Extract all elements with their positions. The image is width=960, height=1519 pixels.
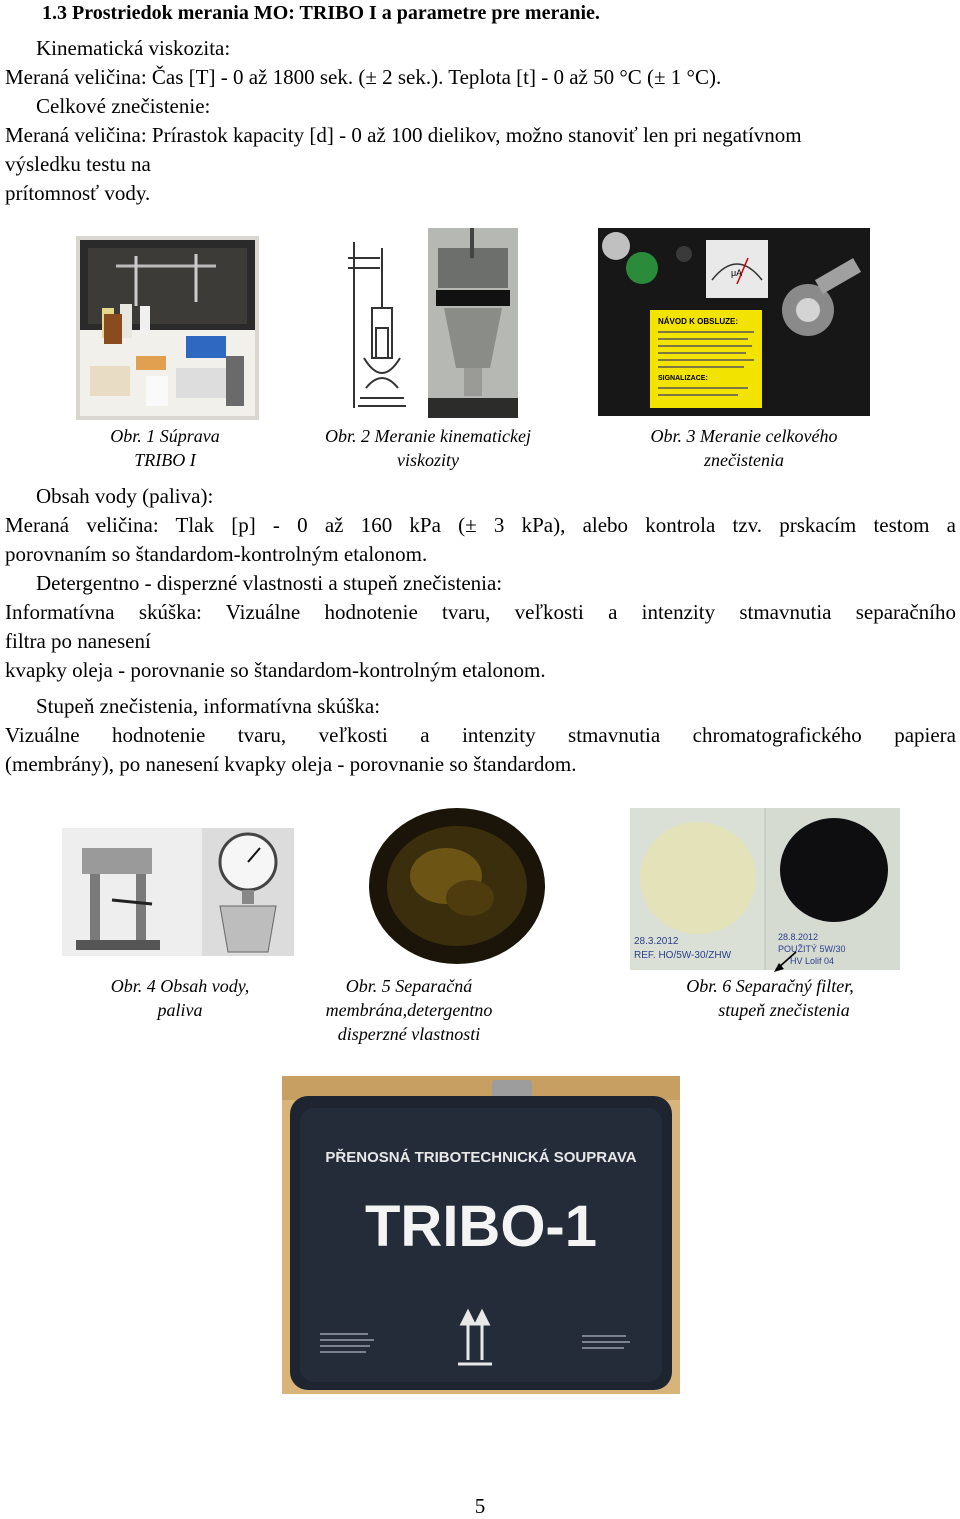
signal-title-label: SIGNALIZACE:: [658, 375, 708, 382]
caption-fig1-line2: TRIBO I: [134, 450, 196, 470]
caption-fig5-line2: membrána,detergentno: [325, 1000, 493, 1020]
photo-tribo-kit: [76, 236, 259, 420]
filter-left-date: 28.3.2012: [634, 936, 679, 947]
section-degree-text-2: (membrány), po nanesení kvapky oleja - porovnanie so štandardom.: [5, 752, 577, 776]
section-degree-title: Stupeň znečistenia, informatívna skúška:: [36, 694, 381, 718]
caption-fig5-line3: disperzné vlastnosti: [337, 1024, 481, 1044]
caption-fig3-line1: Obr. 3 Meranie celkového: [650, 426, 838, 446]
caption-fig2-line1: Obr. 2 Meranie kinematickej: [325, 426, 531, 446]
section-kinematic-text: Meraná veličina: Čas [T] - 0 až 1800 sek. (± 2 sek.). Teplota [t] - 0 až 50 °C (± 1 °C).: [5, 65, 722, 89]
tribo-kit-image: [76, 236, 259, 420]
section-detergent-text-2: filtra po nanesení: [5, 629, 151, 653]
section-detergent-title: Detergentno - disperzné vlastnosti a stupeň znečistenia:: [36, 571, 503, 595]
caption-fig5: [298, 974, 520, 1046]
section-contamination-title: Celkové znečistenie:: [36, 94, 211, 118]
manual-title-label: NÁVOD K OBSLUZE:: [658, 317, 738, 326]
photo-tribo-case: [282, 1076, 680, 1394]
section-water-text-2: porovnaním so štandardom-kontrolným etalonom.: [5, 542, 428, 566]
membrane-image: [366, 806, 548, 966]
section-detergent-text-1: Informatívna skúška: Vizuálne hodnotenie tvaru, veľkosti a intenzity stmavnutia separačního: [5, 600, 956, 624]
filter-right-used: POUŽITÝ 5W/30: [778, 944, 846, 954]
section-contamination-text-3: prítomnosť vody.: [5, 181, 151, 205]
caption-fig3: [612, 424, 876, 472]
caption-fig3-line2: znečistenia: [704, 450, 784, 470]
photo-separation-filter: [630, 808, 900, 970]
filter-arrow-icon: [770, 950, 800, 976]
caption-fig2: [292, 424, 564, 472]
caption-fig4: [86, 974, 274, 1022]
section-kinematic-title: Kinematická viskozita:: [36, 36, 231, 60]
section-water-text-1: Meraná veličina: Tlak [p] - 0 až 160 kPa (± 3 kPa), alebo kontrola tzv. prskacím testom a: [5, 513, 956, 537]
filter-right-code: HV Lolif 04: [790, 956, 835, 966]
caption-fig5-line1: Obr. 5 Separačná: [345, 976, 473, 996]
caption-fig4-line1: Obr. 4 Obsah vody,: [110, 976, 250, 996]
photo-contamination-device: [598, 228, 870, 416]
case-logo-label: TRIBO-1: [365, 1194, 597, 1259]
caption-fig4-line2: paliva: [157, 1000, 203, 1020]
section-contamination-text-1: Meraná veličina: Prírastok kapacity [d] - 0 až 100 dielikov, možno stanoviť len pri negatívnom: [5, 123, 802, 147]
caption-fig1: [88, 424, 242, 472]
water-content-image: [62, 828, 294, 956]
section-contamination-text-2: výsledku testu na: [5, 152, 151, 176]
filter-left-ref: REF. HO/5W-30/ZHW: [634, 950, 732, 961]
section-detergent-text-3: kvapky oleja - porovnanie so štandardom-kontrolným etalonom.: [5, 658, 546, 682]
section-degree-text-1: Vizuálne hodnotenie tvaru, veľkosti a intenzity stmavnutia chromatografického papiera: [5, 723, 956, 747]
tribo-case-image: [282, 1076, 680, 1394]
page-number: 5: [474, 1494, 486, 1518]
photo-membrane: [366, 806, 548, 966]
photo-water-content: [62, 828, 294, 956]
caption-fig6: [650, 974, 890, 1022]
separation-filter-image: [630, 808, 900, 970]
filter-right-date: 28.8.2012: [778, 932, 819, 942]
caption-fig2-line2: viskozity: [397, 450, 459, 470]
meter-unit-label: μA: [731, 268, 743, 278]
contamination-device-image: [598, 228, 870, 416]
photo-viscosity: [340, 228, 518, 418]
section-water-title: Obsah vody (paliva):: [36, 484, 214, 508]
page-heading: 1.3 Prostriedok merania MO: TRIBO I a parametre pre meranie.: [42, 2, 600, 24]
viscosity-image: [340, 228, 518, 418]
caption-fig6-line1: Obr. 6 Separačný filter,: [686, 976, 854, 996]
case-header-label: PŘENOSNÁ TRIBOTECHNICKÁ SOUPRAVA: [325, 1149, 637, 1166]
caption-fig1-line1: Obr. 1 Súprava: [110, 426, 220, 446]
caption-fig6-line2: stupeň znečistenia: [718, 1000, 850, 1020]
